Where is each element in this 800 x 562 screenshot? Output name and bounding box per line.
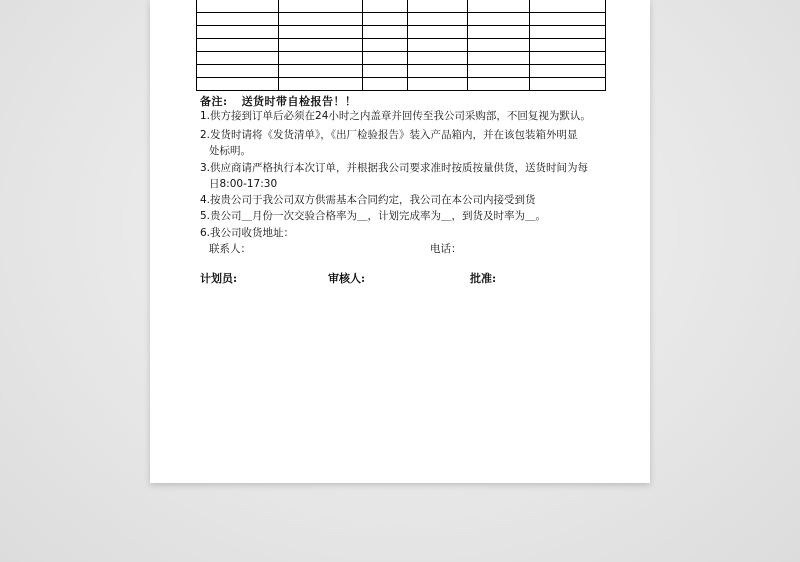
- table-cell: [279, 65, 363, 78]
- table-cell: [530, 52, 606, 65]
- table-row: [197, 65, 606, 78]
- table-cell: [530, 78, 606, 91]
- table-cell: [363, 39, 408, 52]
- table-cell: [197, 78, 279, 91]
- table-cell: [279, 52, 363, 65]
- table-cell: [197, 26, 279, 39]
- table-cell: [279, 13, 363, 26]
- table-cell: [363, 65, 408, 78]
- table-row: [197, 39, 606, 52]
- remark-line: [200, 93, 357, 109]
- table-cell: [279, 39, 363, 52]
- document-page: [150, 0, 650, 483]
- clause-4: 4.按贵公司于我公司双方供需基本合同约定，我公司在本公司内接受到货: [200, 194, 536, 206]
- table-cell: [363, 0, 408, 13]
- table-cell: [468, 13, 530, 26]
- table-cell: [468, 39, 530, 52]
- table-row: [197, 78, 606, 91]
- table-cell: [279, 26, 363, 39]
- table-cell: [197, 52, 279, 65]
- table-cell: [197, 13, 279, 26]
- table-cell: [279, 0, 363, 13]
- contact-person-label: 联系人：: [209, 243, 251, 255]
- table-cell: [530, 13, 606, 26]
- clause-2: 2.发货时请将《发货清单》，《出厂检验报告》装入产品箱内，并在该包装箱外明显: [200, 129, 578, 141]
- table-cell: [530, 65, 606, 78]
- clause-3-cont: 日8:00-17:30: [209, 178, 278, 190]
- table-row: [197, 0, 606, 13]
- table-cell: [408, 0, 468, 13]
- table-cell: [408, 39, 468, 52]
- table-cell: [197, 65, 279, 78]
- planner-signature-label: 计划员:: [200, 272, 238, 285]
- clause-2-cont: 处标明。: [209, 145, 251, 157]
- clause-6: 6.我公司收货地址：: [200, 227, 295, 239]
- table-cell: [408, 52, 468, 65]
- table-cell: [468, 78, 530, 91]
- table-cell: [197, 39, 279, 52]
- table-cell: [279, 78, 363, 91]
- order-table: [196, 0, 606, 91]
- approver-signature-label: 批准:: [470, 272, 497, 285]
- table-cell: [408, 26, 468, 39]
- table-cell: [408, 13, 468, 26]
- remark-label: 备注:: [200, 95, 228, 108]
- clause-1: 1.供方接到订单后必须在24小时之内盖章并回传至我公司采购部，不回复视为默认。: [200, 110, 591, 122]
- table-row: [197, 52, 606, 65]
- clause-5: 5.贵公司＿月份一次交验合格率为＿，计划完成率为＿，到货及时率为＿。: [200, 210, 547, 222]
- table-cell: [363, 78, 408, 91]
- table-row: [197, 26, 606, 39]
- phone-label: 电话：: [430, 243, 462, 255]
- table-cell: [530, 26, 606, 39]
- table-cell: [363, 26, 408, 39]
- table-row: [197, 13, 606, 26]
- reviewer-signature-label: 审核人:: [328, 272, 366, 285]
- table-cell: [530, 39, 606, 52]
- table-cell: [468, 52, 530, 65]
- table-cell: [408, 78, 468, 91]
- table-cell: [197, 0, 279, 13]
- table-cell: [468, 26, 530, 39]
- table-cell: [363, 52, 408, 65]
- table-cell: [363, 13, 408, 26]
- table-cell: [468, 65, 530, 78]
- clause-3: 3.供应商请严格执行本次订单，并根据我公司要求准时按质按量供货，送货时间为每: [200, 162, 589, 174]
- table-cell: [530, 0, 606, 13]
- table-cell: [468, 0, 530, 13]
- remark-text: 送货时带自检报告！！: [241, 95, 357, 108]
- table-cell: [408, 65, 468, 78]
